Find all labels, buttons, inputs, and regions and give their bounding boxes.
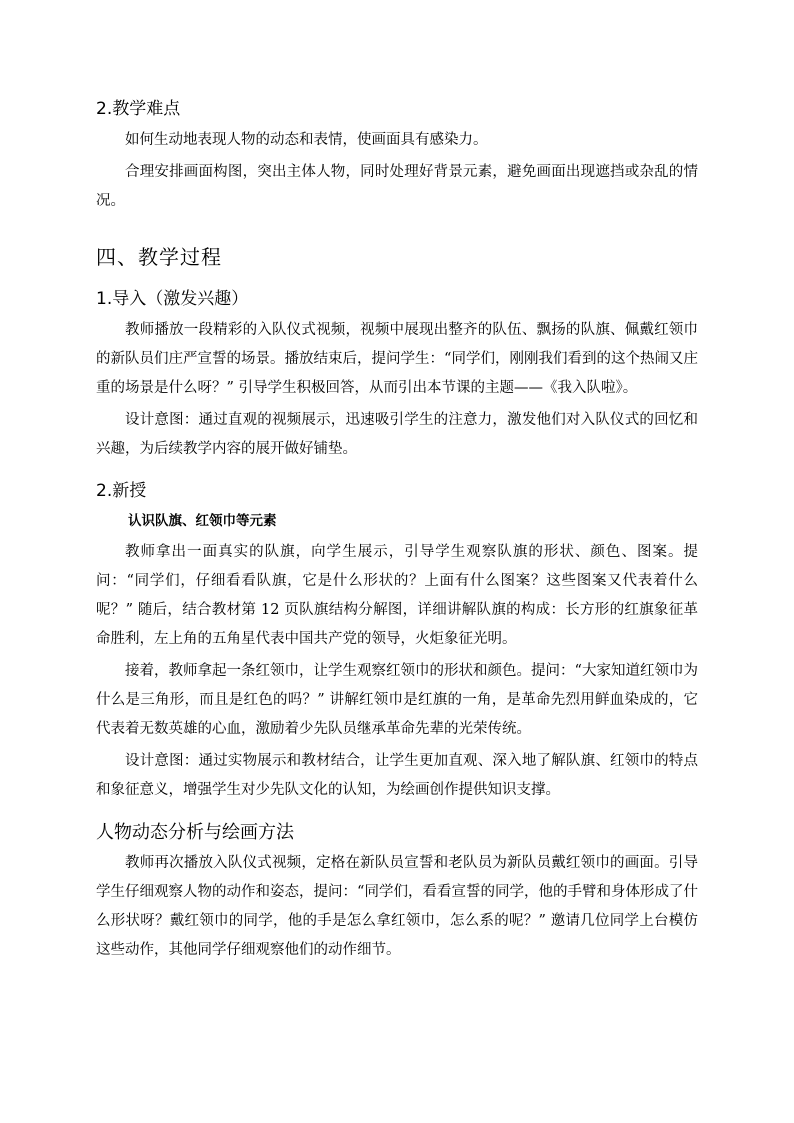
intro-heading: 1.导入（激发兴趣） [96, 289, 249, 309]
figure-analysis-paragraph-1: 教师再次播放入队仪式视频，定格在新队员宣誓和老队员为新队员戴红领巾的画面。引导学生仔细观察人物的动作和姿态，提问：“同学们，看看宣誓的同学，他的手臂和身体形成了什么形状呀？戴红领巾的同学，他的手是怎么拿红领巾，怎么系的呢？” 邀请几位同学上台模仿这些动作，其他同学仔细观察他们的动作细节。 [96, 855, 698, 958]
difficulty-paragraph-1: 如何生动地表现人物的动态和表情，使画面具有感染力。 [125, 132, 488, 148]
intro-paragraph-2: 设计意图：通过直观的视频展示，迅速吸引学生的注意力，激发他们对入队仪式的回忆和兴趣，为后续教学内容的展开做好铺垫。 [96, 412, 698, 457]
new-lesson-heading: 2.新授 [96, 481, 147, 501]
difficulty-paragraph-2: 合理安排画面构图，突出主体人物，同时处理好背景元素，避免画面出现遮挡或杂乱的情况。 [96, 164, 698, 209]
intro-paragraph-1: 教师播放一段精彩的入队仪式视频，视频中展现出整齐的队伍、飘扬的队旗、佩戴红领巾的新队员们庄严宣誓的场景。播放结束后，提问学生：“同学们，刚刚我们看到的这个热闹又庄重的场景是什么呀？” 引导学生积极回答，从而引出本节课的主题——《我入队啦》。 [96, 322, 698, 396]
new-lesson-paragraph-3: 设计意图：通过实物展示和教材结合，让学生更加直观、深入地了解队旗、红领巾的特点和象征意义，增强学生对少先队文化的认知，为绘画创作提供知识支撑。 [96, 753, 698, 798]
difficulty-heading: 2.教学难点 [96, 99, 181, 119]
process-heading: 四、教学过程 [96, 245, 222, 269]
figure-analysis-heading: 人物动态分析与绘画方法 [96, 822, 294, 843]
new-lesson-paragraph-2: 接着，教师拿起一条红领巾，让学生观察红领巾的形状和颜色。提问：“大家知道红领巾为什么是三角形，而且是红色的吗？” 讲解红领巾是红旗的一角，是革命先烈用鲜血染成的，它代表着无数英雄的心血，激励着少先队员继承革命先辈的光荣传统。 [96, 663, 698, 737]
new-lesson-paragraph-1: 教师拿出一面真实的队旗，向学生展示，引导学生观察队旗的形状、颜色、图案。提问：“同学们，仔细看看队旗，它是什么形状的？上面有什么图案？这些图案又代表着什么呢？” 随后，结合教材第 12 页队旗结构分解图，详细讲解队旗的构成：长方形的红旗象征革命胜利，左上角的五角星代表中国共产党的领导，火炬象征光明。 [96, 544, 698, 647]
new-lesson-subheading: 认识队旗、红领巾等元素 [128, 513, 277, 529]
